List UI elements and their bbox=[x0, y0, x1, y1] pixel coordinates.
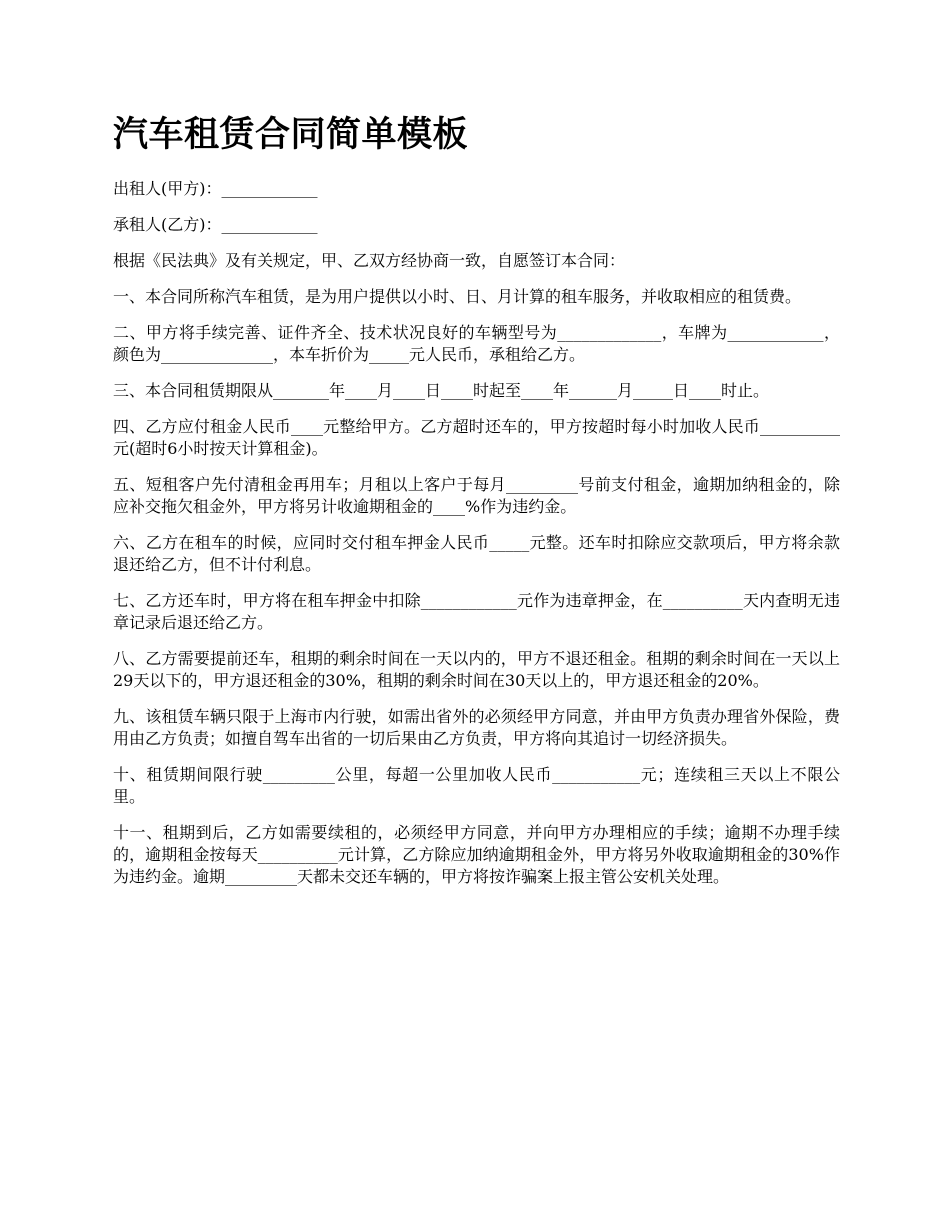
clause-3: 三、本合同租赁期限从_______年____月____日____时起至____年______月_____日____时止。 bbox=[113, 381, 770, 400]
lessor-line: 出租人(甲方)：____________ bbox=[113, 179, 318, 198]
lessee-line: 承租人(乙方)：____________ bbox=[113, 215, 318, 234]
clause-1: 一、本合同所称汽车租赁，是为用户提供以小时、日、月计算的租车服务，并收取相应的租赁费。 bbox=[113, 287, 802, 306]
clause-8: 八、乙方需要提前还车，租期的剩余时间在一天以内的，甲方不退还租金。租期的剩余时间在一天以上29天以下的，甲方退还租金的30%，租期的剩余时间在30天以上的，甲方退还租金的20%。 bbox=[113, 649, 840, 690]
clause-10: 十、租赁期间限行驶_________公里，每超一公里加收人民币___________元；连续租三天以上不限公里。 bbox=[113, 765, 840, 806]
clause-2: 二、甲方将手续完善、证件齐全、技术状况良好的车辆型号为_____________，车牌为____________，颜色为______________，本车折价为_____元人民币，承租给乙方。 bbox=[113, 323, 840, 364]
clause-4: 四、乙方应付租金人民币____元整给甲方。乙方超时还车的，甲方按超时每小时加收人民币__________元(超时6小时按天计算租金)。 bbox=[113, 417, 840, 458]
intro-paragraph: 根据《民法典》及有关规定，甲、乙双方经协商一致，自愿签订本合同： bbox=[113, 251, 626, 270]
clause-6: 六、乙方在租车的时候，应同时交付租车押金人民币_____元整。还车时扣除应交款项后，甲方将余款退还给乙方，但不计付利息。 bbox=[113, 533, 840, 574]
clause-7: 七、乙方还车时，甲方将在租车押金中扣除____________元作为违章押金，在__________天内查明无违章记录后退还给乙方。 bbox=[113, 591, 840, 632]
document-body bbox=[113, 112, 840, 902]
clause-9: 九、该租赁车辆只限于上海市内行驶，如需出省外的必须经甲方同意，并由甲方负责办理省外保险，费用由乙方负责；如擅自驾车出省的一切后果由乙方负责，甲方将向其追讨一切经济损失。 bbox=[113, 707, 840, 748]
clause-11: 十一、租期到后，乙方如需要续租的，必须经甲方同意，并向甲方办理相应的手续；逾期不办理手续的，逾期租金按每天__________元计算，乙方除应加纳逾期租金外，甲方将另外收取逾期租金的30%作为违约金。逾期_________天都未交还车辆的，甲方将按诈骗案上报主管公安机关处理。 bbox=[113, 823, 840, 886]
clause-5: 五、短租客户先付清租金再用车；月租以上客户于每月_________号前支付租金，逾期加纳租金的，除应补交拖欠租金外，甲方将另计收逾期租金的____%作为违约金。 bbox=[113, 475, 840, 516]
document-title: 汽车租赁合同简单模板 bbox=[113, 115, 469, 155]
